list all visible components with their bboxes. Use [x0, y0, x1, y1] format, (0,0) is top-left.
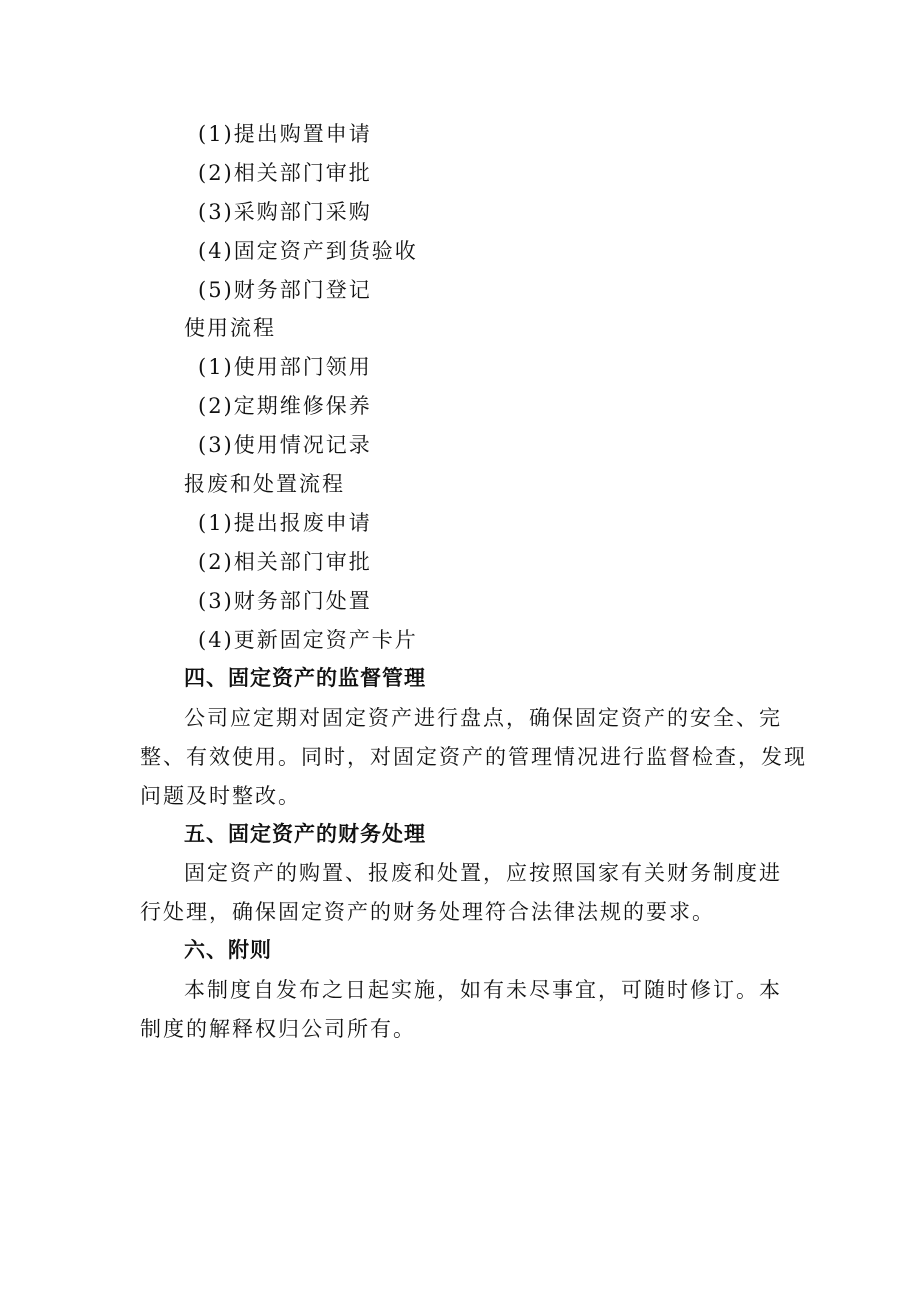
disposal-step-1: (1)提出报废申请	[198, 511, 372, 535]
disposal-step-2: (2)相关部门审批	[198, 550, 372, 574]
purchase-step-2: (2)相关部门审批	[198, 161, 372, 185]
usage-process-title: 使用流程	[184, 316, 276, 340]
section-5-paragraph-line-1: 固定资产的购置、报废和处置，应按照国家有关财务制度进	[184, 861, 782, 885]
purchase-step-4: (4)固定资产到货验收	[198, 239, 418, 263]
section-4-paragraph-line-3: 问题及时整改。	[140, 784, 301, 808]
section-4-paragraph-line-1: 公司应定期对固定资产进行盘点，确保固定资产的安全、完	[184, 706, 782, 730]
purchase-step-3: (3)采购部门采购	[198, 200, 372, 224]
section-6-paragraph-line-2: 制度的解释权归公司所有。	[140, 1017, 416, 1041]
usage-step-1: (1)使用部门领用	[198, 355, 372, 379]
section-6-paragraph-line-1: 本制度自发布之日起实施，如有未尽事宜，可随时修订。本	[184, 978, 782, 1002]
disposal-step-3: (3)财务部门处置	[198, 589, 372, 613]
section-4-heading: 四、固定资产的监督管理	[184, 666, 426, 690]
section-6-heading: 六、附则	[184, 938, 272, 962]
disposal-process-title: 报废和处置流程	[184, 472, 345, 496]
usage-step-3: (3)使用情况记录	[198, 433, 372, 457]
purchase-step-5: (5)财务部门登记	[198, 278, 372, 302]
section-5-paragraph-line-2: 行处理，确保固定资产的财务处理符合法律法规的要求。	[140, 900, 715, 924]
section-4-paragraph-line-2: 整、有效使用。同时，对固定资产的管理情况进行监督检查，发现	[140, 745, 807, 769]
section-5-heading: 五、固定资产的财务处理	[184, 822, 426, 846]
disposal-step-4: (4)更新固定资产卡片	[198, 628, 418, 652]
purchase-step-1: (1)提出购置申请	[198, 122, 372, 146]
usage-step-2: (2)定期维修保养	[198, 394, 372, 418]
